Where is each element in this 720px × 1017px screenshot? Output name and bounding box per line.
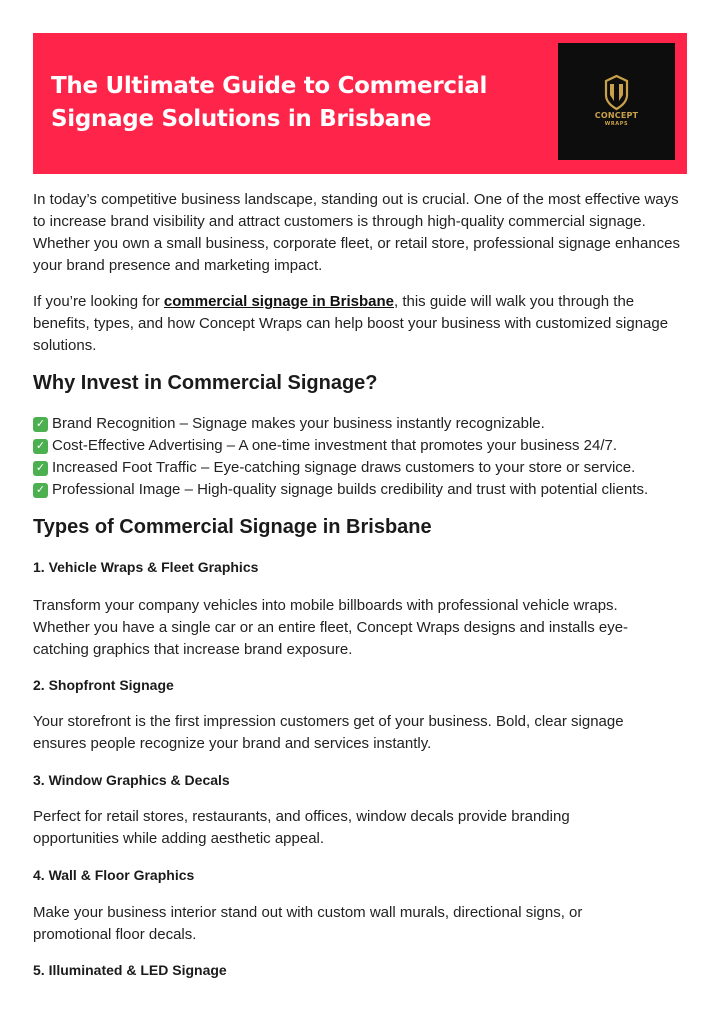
logo-text-wraps: WRAPS: [604, 121, 629, 127]
list-item: [33, 479, 703, 501]
why-heading: Why Invest in Commercial Signage?: [33, 372, 378, 394]
check-mark-icon: ✓: [33, 439, 48, 454]
benefit-text: Increased Foot Traffic – Eye-catching signage draws customers to your store or service.: [52, 459, 636, 476]
section-title: 4. Wall & Floor Graphics: [33, 867, 195, 883]
benefit-text: Brand Recognition – Signage makes your business instantly recognizable.: [52, 415, 545, 432]
check-mark-icon: ✓: [33, 417, 48, 432]
section-title: 1. Vehicle Wraps & Fleet Graphics: [33, 559, 259, 575]
benefit-text: Professional Image – High-quality signage builds credibility and trust with potential clients.: [52, 481, 649, 498]
page-title: [51, 70, 521, 136]
paragraph-text: If you’re looking for: [33, 293, 164, 310]
intro-paragraph-2: [33, 291, 673, 357]
section-title: 5. Illuminated & LED Signage: [33, 962, 227, 978]
header-banner: [33, 33, 687, 174]
section-body: Perfect for retail stores, restaurants, and offices, window decals provide branding opportunities while adding aesthetic appeal.: [33, 808, 570, 847]
commercial-signage-link[interactable]: commercial signage in Brisbane: [163, 293, 394, 310]
intro-paragraph: In today’s competitive business landscape, standing out is crucial. One of the most effective ways to increase brand visibility and attract customers is through high-quality commercial signage. Whether you own a small business, corporate fleet, or retail store, professional signage enhances your brand presence and marketing impact.: [33, 191, 681, 274]
section-title: 3. Window Graphics & Decals: [33, 772, 230, 788]
concept-wraps-logo: [558, 43, 675, 160]
logo-text-concept: CONCEPT: [594, 111, 639, 120]
list-item: [33, 413, 703, 435]
section-body: Your storefront is the first impression customers get of your business. Bold, clear signage ensures people recognize your brand and services instantly.: [33, 713, 624, 752]
section-body: Transform your company vehicles into mobile billboards with professional vehicle wraps. Whether you have a single car or an entire fleet, Concept Wraps designs and installs eye-catching graphics that increase brand exposure.: [33, 597, 629, 658]
check-mark-icon: ✓: [33, 483, 48, 498]
section-title: 2. Shopfront Signage: [33, 677, 174, 693]
title-line-1: The Ultimate Guide to Commercial: [51, 73, 488, 99]
benefits-list: [33, 413, 703, 501]
check-mark-icon: ✓: [33, 461, 48, 476]
list-item: [33, 435, 703, 457]
title-line-2: Signage Solutions in Brisbane: [51, 106, 432, 132]
benefit-text: Cost-Effective Advertising – A one-time investment that promotes your business 24/7.: [52, 437, 618, 454]
list-item: [33, 457, 703, 479]
section-body: Make your business interior stand out with custom wall murals, directional signs, or promotional floor decals.: [33, 904, 583, 943]
paragraph-text: , this guide will walk you through the benefits, types, and how Concept Wraps can help boost your business with customized signage solutions.: [33, 293, 669, 354]
types-heading: Types of Commercial Signage in Brisbane: [33, 516, 432, 538]
shield-icon: [558, 43, 675, 160]
